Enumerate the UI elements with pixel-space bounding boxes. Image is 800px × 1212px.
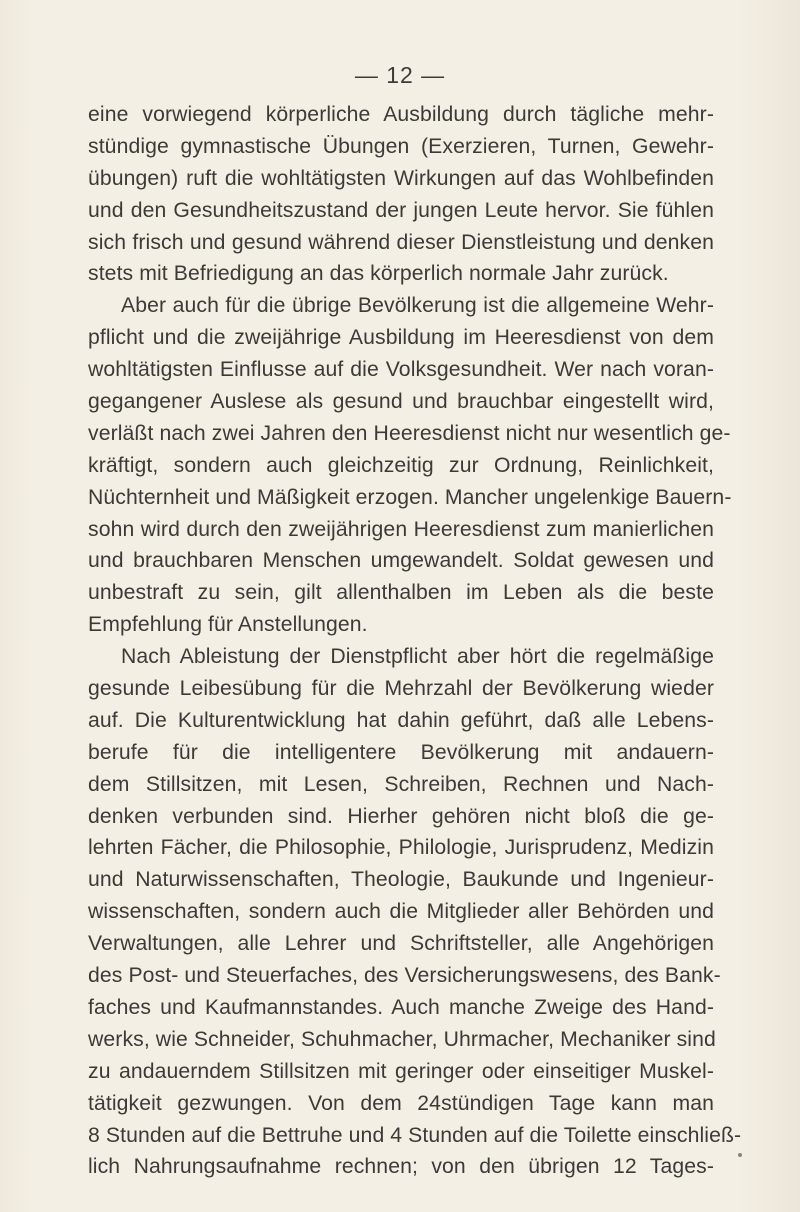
text-line: faches und Kaufmannstandes. Auch manche Zweige des Hand-: [88, 995, 714, 1019]
text-line: eine vorwiegend körperliche Ausbildung durch tägliche mehr-: [88, 103, 714, 126]
text-line: und brauchbaren Menschen umgewandelt. Soldat gewesen und: [88, 549, 714, 573]
text-line: lehrten Fächer, die Philosophie, Philologie, Jurisprudenz, Medizin: [88, 836, 714, 860]
text-line: gesunde Leibesübung für die Mehrzahl der Bevölkerung wieder: [88, 677, 714, 701]
text-line: stündige gymnastische Übungen (Exerzieren, Turnen, Gewehr-: [88, 134, 714, 158]
text-line: auf. Die Kulturentwicklung hat dahin geführt, daß alle Lebens-: [88, 708, 714, 732]
text-line: wissenschaften, sondern auch die Mitglieder aller Behörden und: [88, 900, 714, 924]
text-line: Verwaltungen, alle Lehrer und Schriftsteller, alle Angehörigen: [88, 932, 714, 956]
page-number: — 12 —: [354, 62, 446, 88]
text-line: denken verbunden sind. Hierher gehören nicht bloß die ge-: [88, 804, 714, 828]
body-text: [88, 99, 742, 1183]
text-line: zu andauerndem Stillsitzen mit geringer oder einseitiger Muskel-: [88, 1059, 714, 1083]
text-line: dem Stillsitzen, mit Lesen, Schreiben, Rechnen und Nach-: [88, 772, 714, 796]
text-line: kräftigt, sondern auch gleichzeitig zur Ordnung, Reinlichkeit,: [88, 453, 714, 477]
text-line: 8 Stunden auf die Bettruhe und 4 Stunden auf die Toilette einschließ-: [88, 1123, 742, 1147]
text-line: werks, wie Schneider, Schuhmacher, Uhrmacher, Mechaniker sind: [88, 1027, 716, 1051]
paper-speck: [738, 1153, 742, 1157]
text-line: berufe für die intelligentere Bevölkerung mit andauern-: [88, 740, 714, 764]
text-line: Empfehlung für Anstellungen.: [88, 613, 368, 637]
text-line: des Post- und Steuerfaches, des Versicherungswesens, des Bank-: [88, 964, 721, 988]
text-line: übungen) ruft die wohltätigsten Wirkungen auf das Wohlbefinden: [88, 166, 714, 190]
text-line: stets mit Befriedigung an das körperlich normale Jahr zurück.: [88, 262, 669, 286]
text-line: tätigkeit gezwungen. Von dem 24stündigen Tage kann man: [88, 1091, 714, 1115]
paragraph-start-line: Aber auch für die übrige Bevölkerung ist die allgemeine Wehr-: [121, 294, 714, 318]
text-line: pflicht und die zweijährige Ausbildung im Heeresdienst von dem: [88, 326, 714, 350]
text-line: gegangener Auslese als gesund und brauchbar eingestellt wird,: [88, 390, 714, 414]
text-line: sohn wird durch den zweijährigen Heeresdienst zum manierlichen: [88, 517, 714, 541]
text-line: sich frisch und gesund während dieser Dienstleistung und denken: [88, 230, 714, 254]
text-line: Nüchternheit und Mäßigkeit erzogen. Mancher ungelenkige Bauern-: [88, 485, 732, 509]
text-line: wohltätigsten Einflusse auf die Volksgesundheit. Wer nach voran-: [88, 358, 714, 382]
text-line: und den Gesundheitszustand der jungen Leute hervor. Sie fühlen: [88, 198, 714, 222]
text-line: unbestraft zu sein, gilt allenthalben im Leben als die beste: [88, 581, 714, 605]
paragraph-start-line: Nach Ableistung der Dienstpflicht aber hört die regelmäßige: [121, 645, 714, 669]
text-line: verläßt nach zwei Jahren den Heeresdienst nicht nur wesentlich ge-: [88, 421, 731, 445]
text-line: und Naturwissenschaften, Theologie, Baukunde und Ingenieur-: [88, 868, 714, 892]
text-line: lich Nahrungsaufnahme rechnen; von den übrigen 12 Tages-: [88, 1155, 714, 1179]
